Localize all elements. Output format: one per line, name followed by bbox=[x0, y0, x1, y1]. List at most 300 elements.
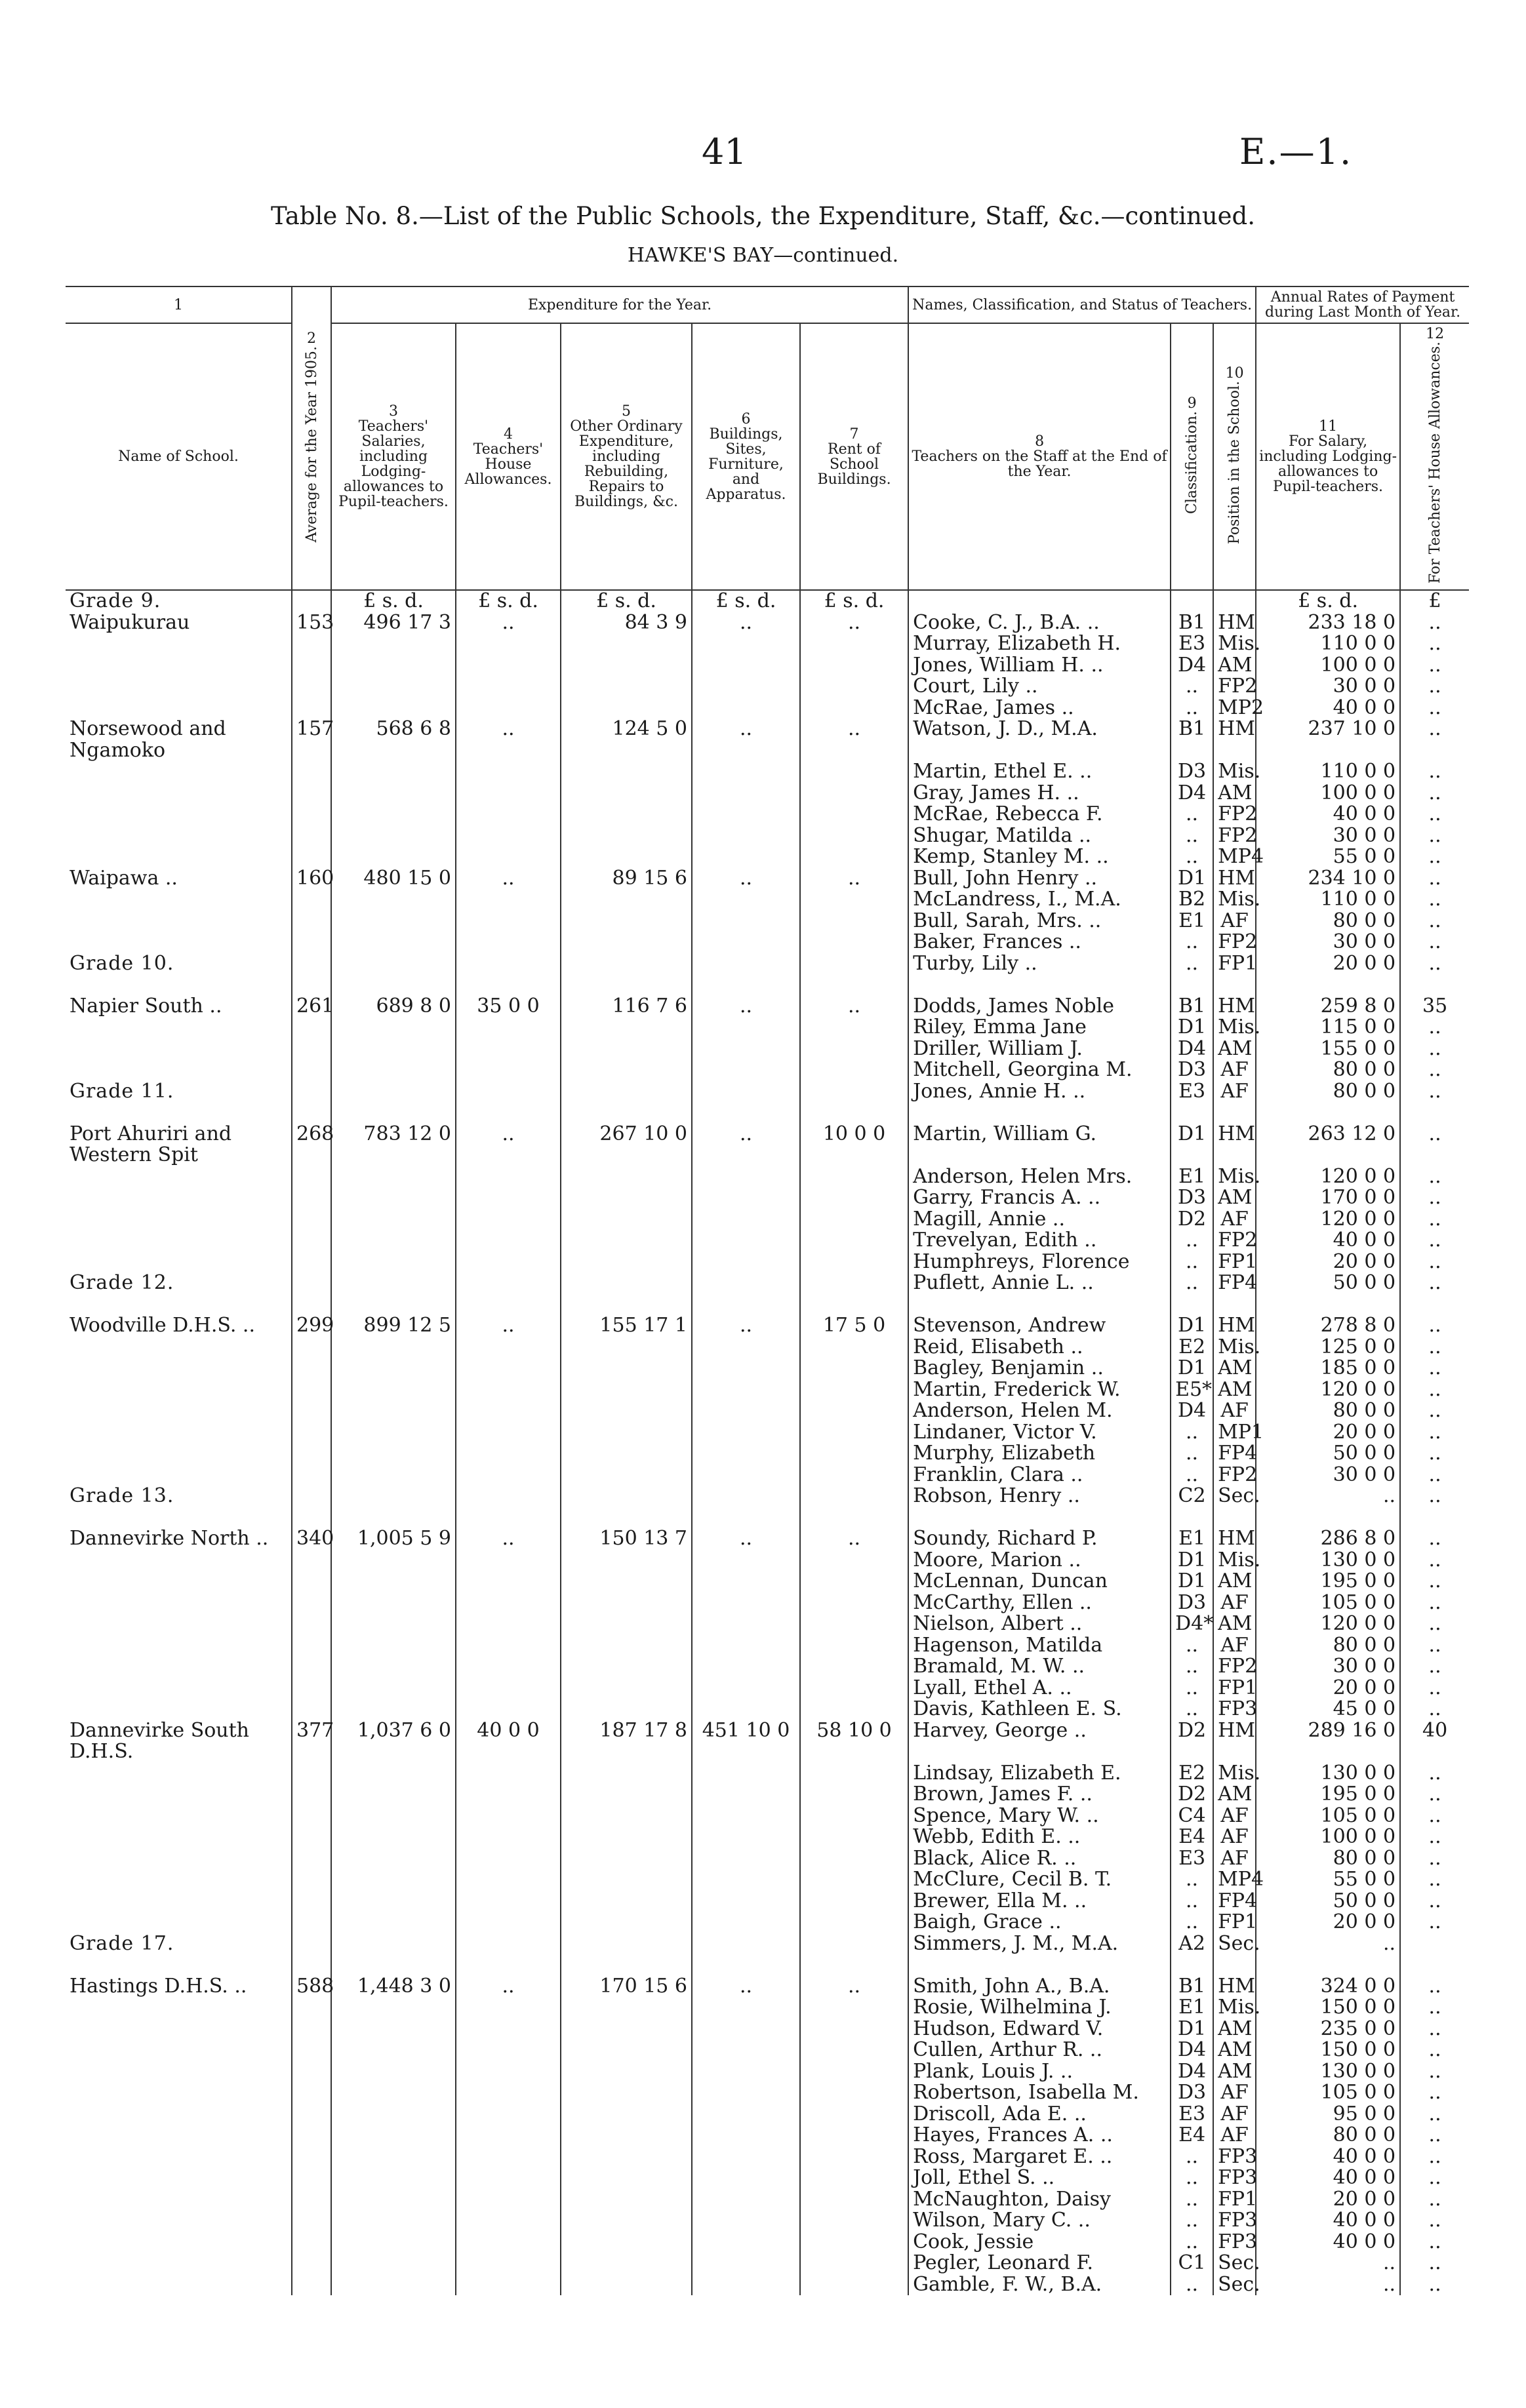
col-num-4: 4 bbox=[504, 425, 513, 443]
buildings-cell bbox=[692, 974, 800, 996]
house-allowance-cell bbox=[456, 1294, 561, 1316]
salary-rate-cell: 278 8 0 bbox=[1256, 1315, 1400, 1337]
salaries-cell bbox=[331, 1592, 456, 1614]
table-row bbox=[66, 1400, 1469, 1422]
average-cell bbox=[292, 761, 331, 783]
col-num-10: 10 bbox=[1225, 365, 1244, 382]
col-num-11: 11 bbox=[1319, 418, 1338, 435]
house-rate-cell: .. bbox=[1400, 1806, 1469, 1827]
buildings-cell bbox=[692, 1017, 800, 1038]
other-expenditure-cell bbox=[561, 1592, 692, 1614]
col-name: Name of School. bbox=[66, 323, 292, 590]
salaries-cell bbox=[331, 889, 456, 911]
rent-cell bbox=[800, 783, 908, 804]
school-name-cell bbox=[66, 1954, 292, 1976]
house-allowance-cell bbox=[456, 1613, 561, 1635]
house-allowance-cell bbox=[456, 2253, 561, 2274]
salary-rate-cell: 105 0 0 bbox=[1256, 1592, 1400, 1614]
salaries-cell bbox=[331, 1507, 456, 1529]
salary-rate-cell: 170 0 0 bbox=[1256, 1187, 1400, 1209]
rent-cell bbox=[800, 1550, 908, 1571]
other-expenditure-cell bbox=[561, 1400, 692, 1422]
other-expenditure-cell bbox=[561, 2019, 692, 2040]
rent-cell bbox=[800, 1038, 908, 1060]
classification-cell: D2 bbox=[1171, 1209, 1213, 1231]
salary-rate-cell bbox=[1256, 1294, 1400, 1316]
other-expenditure-cell bbox=[561, 953, 692, 975]
position-cell bbox=[1213, 974, 1256, 996]
house-allowance-cell bbox=[456, 1678, 561, 1699]
other-expenditure-cell bbox=[561, 1848, 692, 1870]
teacher-name-cell: McLandress, I., M.A. bbox=[908, 889, 1171, 911]
grade-label: Grade 12. bbox=[70, 1271, 174, 1295]
rent-cell bbox=[800, 953, 908, 975]
house-allowance-cell bbox=[456, 1379, 561, 1401]
buildings-cell bbox=[692, 1997, 800, 2019]
position-cell: AF bbox=[1213, 1059, 1256, 1081]
col-num-1: 1 bbox=[66, 286, 292, 323]
other-expenditure-cell bbox=[561, 1507, 692, 1529]
average-cell bbox=[292, 1954, 331, 1976]
house-allowance-cell bbox=[456, 1358, 561, 1379]
salaries-cell bbox=[331, 1379, 456, 1401]
buildings-cell bbox=[692, 2146, 800, 2168]
school-name-cell bbox=[66, 761, 292, 783]
rent-cell bbox=[800, 1997, 908, 2019]
salaries-cell bbox=[331, 1954, 456, 1976]
salary-rate-cell: 30 0 0 bbox=[1256, 1465, 1400, 1486]
other-expenditure-cell bbox=[561, 2274, 692, 2296]
classification-cell: .. bbox=[1171, 804, 1213, 825]
table-row bbox=[66, 2232, 1469, 2253]
teacher-name-cell: Martin, William G. bbox=[908, 1124, 1171, 1166]
salaries-cell bbox=[331, 804, 456, 825]
teacher-name-cell: Cooke, C. J., B.A. .. bbox=[908, 612, 1171, 634]
other-expenditure-cell bbox=[561, 932, 692, 953]
average-cell bbox=[292, 2253, 331, 2274]
house-rate-cell: .. bbox=[1400, 1124, 1469, 1166]
position-cell: Mis. bbox=[1213, 1550, 1256, 1571]
position-cell: AF bbox=[1213, 1209, 1256, 1231]
house-allowance-cell bbox=[456, 889, 561, 911]
salaries-cell bbox=[331, 1699, 456, 1720]
salary-rate-cell: 125 0 0 bbox=[1256, 1337, 1400, 1358]
classification-cell: D1 bbox=[1171, 2019, 1213, 2040]
salaries-cell bbox=[331, 1465, 456, 1486]
rent-cell bbox=[800, 676, 908, 698]
other-expenditure-cell bbox=[561, 1379, 692, 1401]
table-row bbox=[66, 2019, 1469, 2040]
buildings-cell bbox=[692, 889, 800, 911]
salary-rate-cell: 100 0 0 bbox=[1256, 783, 1400, 804]
house-allowance-cell bbox=[456, 2274, 561, 2296]
teacher-name-cell: Franklin, Clara .. bbox=[908, 1465, 1171, 1486]
table-row bbox=[66, 2167, 1469, 2189]
rent-cell bbox=[800, 2061, 908, 2083]
position-cell: AM bbox=[1213, 1613, 1256, 1635]
position-cell bbox=[1213, 1294, 1256, 1316]
average-cell bbox=[292, 2082, 331, 2104]
house-allowance-cell bbox=[456, 633, 561, 655]
average-cell bbox=[292, 889, 331, 911]
buildings-cell bbox=[692, 2253, 800, 2274]
buildings-cell bbox=[692, 2019, 800, 2040]
position-cell: AM bbox=[1213, 783, 1256, 804]
salary-rate-cell: 130 0 0 bbox=[1256, 1763, 1400, 1785]
other-expenditure-cell bbox=[561, 1465, 692, 1486]
school-name-cell bbox=[66, 1848, 292, 1870]
rent-cell: .. bbox=[800, 868, 908, 890]
average-cell bbox=[292, 2167, 331, 2189]
classification-cell: .. bbox=[1171, 2232, 1213, 2253]
school-name-cell bbox=[66, 1763, 292, 1785]
salaries-cell bbox=[331, 761, 456, 783]
position-cell: FP1 bbox=[1213, 953, 1256, 975]
buildings-cell bbox=[692, 1848, 800, 1870]
average-cell: 588 bbox=[292, 1976, 331, 1998]
rent-cell bbox=[800, 1379, 908, 1401]
other-expenditure-cell bbox=[561, 1656, 692, 1678]
rent-cell bbox=[800, 825, 908, 847]
col-salaries: Teachers' Salaries, including Lodging-allowances to Pupil-teachers. bbox=[338, 418, 449, 511]
school-name-cell: Waipukurau bbox=[70, 610, 190, 634]
average-cell bbox=[292, 1613, 331, 1635]
salaries-cell bbox=[331, 2210, 456, 2232]
position-cell: Sec. bbox=[1213, 2274, 1256, 2296]
average-cell bbox=[292, 953, 331, 975]
school-name-cell bbox=[66, 1038, 292, 1060]
house-allowance-cell bbox=[456, 825, 561, 847]
average-cell bbox=[292, 676, 331, 698]
salaries-cell bbox=[331, 2232, 456, 2253]
col-house-rate: For Teachers' House Allowances. bbox=[1426, 342, 1443, 584]
table-row bbox=[66, 2104, 1469, 2125]
other-expenditure-cell bbox=[561, 825, 692, 847]
house-allowance-cell: .. bbox=[456, 1976, 561, 1998]
col-classification: Classification. bbox=[1184, 411, 1201, 515]
classification-cell: .. bbox=[1171, 2274, 1213, 2296]
house-rate-cell: .. bbox=[1400, 2104, 1469, 2125]
salaries-cell bbox=[331, 633, 456, 655]
buildings-cell bbox=[692, 1550, 800, 1571]
table-row bbox=[66, 825, 1469, 847]
average-cell bbox=[292, 1379, 331, 1401]
house-allowance-cell bbox=[456, 2232, 561, 2253]
average-cell: 268 bbox=[292, 1124, 331, 1166]
classification-cell: C1 bbox=[1171, 2253, 1213, 2274]
salary-rate-cell bbox=[1256, 1954, 1400, 1976]
page-number: 41 bbox=[702, 131, 747, 172]
average-cell bbox=[292, 1806, 331, 1827]
house-allowance-cell bbox=[456, 2040, 561, 2061]
classification-cell: .. bbox=[1171, 846, 1213, 868]
school-name-cell bbox=[66, 1784, 292, 1806]
salaries-cell bbox=[331, 1571, 456, 1592]
rent-cell bbox=[800, 2040, 908, 2061]
classification-cell: D4 bbox=[1171, 655, 1213, 677]
buildings-cell bbox=[692, 1294, 800, 1316]
salary-rate-cell: 80 0 0 bbox=[1256, 1400, 1400, 1422]
position-cell: MP2 bbox=[1213, 698, 1256, 719]
buildings-cell bbox=[692, 1678, 800, 1699]
house-allowance-cell bbox=[456, 1486, 561, 1507]
teacher-name-cell: Lindsay, Elizabeth E. bbox=[908, 1763, 1171, 1785]
table-row bbox=[66, 932, 1469, 953]
house-allowance-cell bbox=[456, 953, 561, 975]
house-rate-cell: .. bbox=[1400, 1592, 1469, 1614]
average-cell bbox=[292, 1678, 331, 1699]
school-name-cell bbox=[66, 1656, 292, 1678]
school-name-cell bbox=[66, 2210, 292, 2232]
salaries-cell: 783 12 0 bbox=[331, 1124, 456, 1166]
average-cell bbox=[292, 1294, 331, 1316]
school-name-cell bbox=[66, 2232, 292, 2253]
table-row bbox=[66, 1826, 1469, 1848]
position-cell bbox=[1213, 590, 1256, 612]
school-name-cell bbox=[66, 1400, 292, 1422]
school-name-cell bbox=[66, 1550, 292, 1571]
classification-cell: E2 bbox=[1171, 1337, 1213, 1358]
school-name-cell: Waipawa .. bbox=[70, 866, 178, 890]
rent-cell bbox=[800, 2232, 908, 2253]
table-row bbox=[66, 1550, 1469, 1571]
teacher-name-cell: Trevelyan, Edith .. bbox=[908, 1230, 1171, 1252]
house-allowance-cell bbox=[456, 2210, 561, 2232]
position-cell: FP4 bbox=[1213, 1273, 1256, 1294]
col-salary-rate: For Salary, including Lodging-allowances to Pupil-teachers. bbox=[1259, 433, 1397, 496]
house-rate-cell: .. bbox=[1400, 1315, 1469, 1337]
teacher-name-cell: Smith, John A., B.A. bbox=[908, 1976, 1171, 1998]
col-staff-group: Names, Classification, and Status of Teachers. bbox=[908, 286, 1256, 323]
buildings-cell bbox=[692, 633, 800, 655]
col-num-12: 12 bbox=[1426, 326, 1445, 342]
other-expenditure-cell bbox=[561, 1358, 692, 1379]
salary-rate-cell: 45 0 0 bbox=[1256, 1699, 1400, 1720]
house-rate-cell bbox=[1400, 1933, 1469, 1955]
school-name-cell bbox=[66, 1571, 292, 1592]
classification-cell: B1 bbox=[1171, 612, 1213, 634]
house-rate-cell: .. bbox=[1400, 868, 1469, 890]
school-name-cell bbox=[66, 1187, 292, 1209]
teacher-name-cell: Murray, Elizabeth H. bbox=[908, 633, 1171, 655]
teacher-name-cell: Bagley, Benjamin .. bbox=[908, 1358, 1171, 1379]
table-row bbox=[66, 1124, 1469, 1166]
house-allowance-cell bbox=[456, 1400, 561, 1422]
classification-cell: D1 bbox=[1171, 1550, 1213, 1571]
classification-cell: D4 bbox=[1171, 2040, 1213, 2061]
average-cell bbox=[292, 1166, 331, 1188]
school-name-cell bbox=[66, 1465, 292, 1486]
salaries-cell bbox=[331, 1848, 456, 1870]
school-name-cell bbox=[66, 1912, 292, 1933]
school-name-cell bbox=[66, 825, 292, 847]
buildings-cell bbox=[692, 2274, 800, 2296]
school-name-cell: Port Ahuriri and Western Spit bbox=[70, 1122, 232, 1167]
school-name-cell bbox=[66, 2125, 292, 2146]
average-cell bbox=[292, 1869, 331, 1891]
teacher-name-cell: Brewer, Ella M. .. bbox=[908, 1891, 1171, 1912]
salary-rate-cell: 195 0 0 bbox=[1256, 1784, 1400, 1806]
spacer-row bbox=[66, 1102, 1469, 1124]
col-rates-group: Annual Rates of Payment during Last Month of Year. bbox=[1256, 286, 1469, 323]
rent-cell bbox=[800, 633, 908, 655]
table-row bbox=[66, 612, 1469, 634]
teacher-name-cell: Soundy, Richard P. bbox=[908, 1528, 1171, 1550]
col-classification-header bbox=[1171, 323, 1213, 590]
average-cell bbox=[292, 2274, 331, 2296]
classification-cell bbox=[1171, 974, 1213, 996]
house-allowance-cell bbox=[456, 932, 561, 953]
teacher-name-cell: Gamble, F. W., B.A. bbox=[908, 2274, 1171, 2296]
buildings-cell bbox=[692, 1613, 800, 1635]
col-house: Teachers' House Allowances. bbox=[464, 441, 552, 488]
school-name-cell bbox=[66, 1826, 292, 1848]
position-cell: AF bbox=[1213, 1806, 1256, 1827]
rent-cell: .. bbox=[800, 612, 908, 634]
teacher-name-cell: Cullen, Arthur R. .. bbox=[908, 2040, 1171, 2061]
school-name-cell bbox=[66, 1422, 292, 1444]
salary-rate-cell bbox=[1256, 1507, 1400, 1529]
school-name-cell bbox=[66, 1699, 292, 1720]
other-expenditure-cell bbox=[561, 1699, 692, 1720]
other-expenditure-cell bbox=[561, 1187, 692, 1209]
average-cell bbox=[292, 2189, 331, 2211]
classification-cell: .. bbox=[1171, 1635, 1213, 1657]
house-allowance-cell bbox=[456, 1826, 561, 1848]
salaries-cell: 689 8 0 bbox=[331, 996, 456, 1017]
rent-cell bbox=[800, 1699, 908, 1720]
house-rate-cell: .. bbox=[1400, 612, 1469, 634]
other-expenditure-cell: 170 15 6 bbox=[561, 1976, 692, 1998]
col-buildings: Buildings, Sites, Furniture, and Apparatus. bbox=[706, 425, 786, 503]
teacher-name-cell: Dodds, James Noble bbox=[908, 996, 1171, 1017]
classification-cell: B2 bbox=[1171, 889, 1213, 911]
salaries-cell bbox=[331, 2146, 456, 2168]
teacher-name-cell: Robson, Henry .. bbox=[908, 1486, 1171, 1507]
house-allowance-cell bbox=[456, 974, 561, 996]
classification-cell: D3 bbox=[1171, 761, 1213, 783]
table-row bbox=[66, 1422, 1469, 1444]
salary-rate-cell: 237 10 0 bbox=[1256, 719, 1400, 761]
classification-cell bbox=[1171, 1954, 1213, 1976]
house-allowance-cell bbox=[456, 1869, 561, 1891]
rent-cell bbox=[800, 1273, 908, 1294]
buildings-cell: .. bbox=[692, 719, 800, 761]
teacher-name-cell: Kemp, Stanley M. .. bbox=[908, 846, 1171, 868]
table-row bbox=[66, 1528, 1469, 1550]
rent-cell bbox=[800, 2253, 908, 2274]
buildings-cell bbox=[692, 676, 800, 698]
position-cell: FP1 bbox=[1213, 2189, 1256, 2211]
position-cell: FP2 bbox=[1213, 1230, 1256, 1252]
table-row bbox=[66, 1571, 1469, 1592]
page-code: E.—1. bbox=[1239, 131, 1353, 172]
table-row bbox=[66, 783, 1469, 804]
school-name-cell bbox=[66, 2167, 292, 2189]
other-expenditure-cell bbox=[561, 1443, 692, 1465]
salaries-cell bbox=[331, 846, 456, 868]
other-expenditure-cell bbox=[561, 2189, 692, 2211]
position-cell: FP3 bbox=[1213, 1699, 1256, 1720]
rent-cell bbox=[800, 1826, 908, 1848]
position-cell: FP3 bbox=[1213, 2210, 1256, 2232]
house-allowance-cell bbox=[456, 783, 561, 804]
table-row bbox=[66, 1337, 1469, 1358]
school-name-cell bbox=[66, 1166, 292, 1188]
rent-cell bbox=[800, 1635, 908, 1657]
house-rate-cell: .. bbox=[1400, 2125, 1469, 2146]
teacher-name-cell: Court, Lily .. bbox=[908, 676, 1171, 698]
average-cell bbox=[292, 1592, 331, 1614]
average-cell bbox=[292, 825, 331, 847]
average-cell bbox=[292, 2040, 331, 2061]
classification-cell: .. bbox=[1171, 1422, 1213, 1444]
average-cell bbox=[292, 783, 331, 804]
buildings-cell bbox=[692, 1081, 800, 1103]
teacher-name-cell: Joll, Ethel S. .. bbox=[908, 2167, 1171, 2189]
rent-cell bbox=[800, 2146, 908, 2168]
house-rate-cell: .. bbox=[1400, 1976, 1469, 1998]
other-expenditure-cell bbox=[561, 974, 692, 996]
teacher-name-cell: Pegler, Leonard F. bbox=[908, 2253, 1171, 2274]
average-cell bbox=[292, 2232, 331, 2253]
position-cell bbox=[1213, 1954, 1256, 1976]
col-buildings-header bbox=[692, 323, 800, 590]
school-name-cell: Dannevirke South D.H.S. bbox=[70, 1718, 249, 1764]
rent-cell bbox=[800, 1230, 908, 1252]
house-rate-cell: .. bbox=[1400, 698, 1469, 719]
house-allowance-cell: .. bbox=[456, 868, 561, 890]
other-expenditure-cell: 89 15 6 bbox=[561, 868, 692, 890]
position-cell: AF bbox=[1213, 1635, 1256, 1657]
grade-label: Grade 11. bbox=[70, 1079, 174, 1103]
teacher-name-cell: Baker, Frances .. bbox=[908, 932, 1171, 953]
classification-cell: .. bbox=[1171, 2146, 1213, 2168]
house-rate-cell: .. bbox=[1400, 1784, 1469, 1806]
teacher-name-cell: Riley, Emma Jane bbox=[908, 1017, 1171, 1038]
salary-rate-cell: 20 0 0 bbox=[1256, 1252, 1400, 1273]
salary-rate-cell: 80 0 0 bbox=[1256, 911, 1400, 932]
house-rate-cell: .. bbox=[1400, 761, 1469, 783]
buildings-cell bbox=[692, 1912, 800, 1933]
buildings-cell: .. bbox=[692, 1976, 800, 1998]
house-allowance-cell: .. bbox=[456, 1124, 561, 1166]
position-cell: FP1 bbox=[1213, 1678, 1256, 1699]
school-name-cell: Hastings D.H.S. .. bbox=[70, 1974, 247, 1998]
classification-cell: D3 bbox=[1171, 1059, 1213, 1081]
salary-rate-cell: 80 0 0 bbox=[1256, 1848, 1400, 1870]
buildings-cell bbox=[692, 1059, 800, 1081]
salary-rate-cell: 40 0 0 bbox=[1256, 2210, 1400, 2232]
house-rate-cell: .. bbox=[1400, 1486, 1469, 1507]
house-allowance-cell bbox=[456, 1699, 561, 1720]
school-name-cell: Dannevirke North .. bbox=[70, 1527, 269, 1550]
position-cell: AF bbox=[1213, 1826, 1256, 1848]
house-rate-cell: .. bbox=[1400, 1678, 1469, 1699]
other-expenditure-cell bbox=[561, 2104, 692, 2125]
other-expenditure-cell bbox=[561, 1550, 692, 1571]
position-cell: HM bbox=[1213, 868, 1256, 890]
house-rate-cell: .. bbox=[1400, 2167, 1469, 2189]
salary-rate-cell: 40 0 0 bbox=[1256, 698, 1400, 719]
house-rate-cell: .. bbox=[1400, 932, 1469, 953]
teacher-name-cell: Driscoll, Ada E. .. bbox=[908, 2104, 1171, 2125]
col-rent: Rent of School Buildings. bbox=[817, 441, 891, 488]
house-allowance-cell bbox=[456, 1848, 561, 1870]
classification-cell: .. bbox=[1171, 1273, 1213, 1294]
col-num-8: 8 bbox=[1035, 433, 1045, 450]
house-allowance-cell bbox=[456, 2189, 561, 2211]
